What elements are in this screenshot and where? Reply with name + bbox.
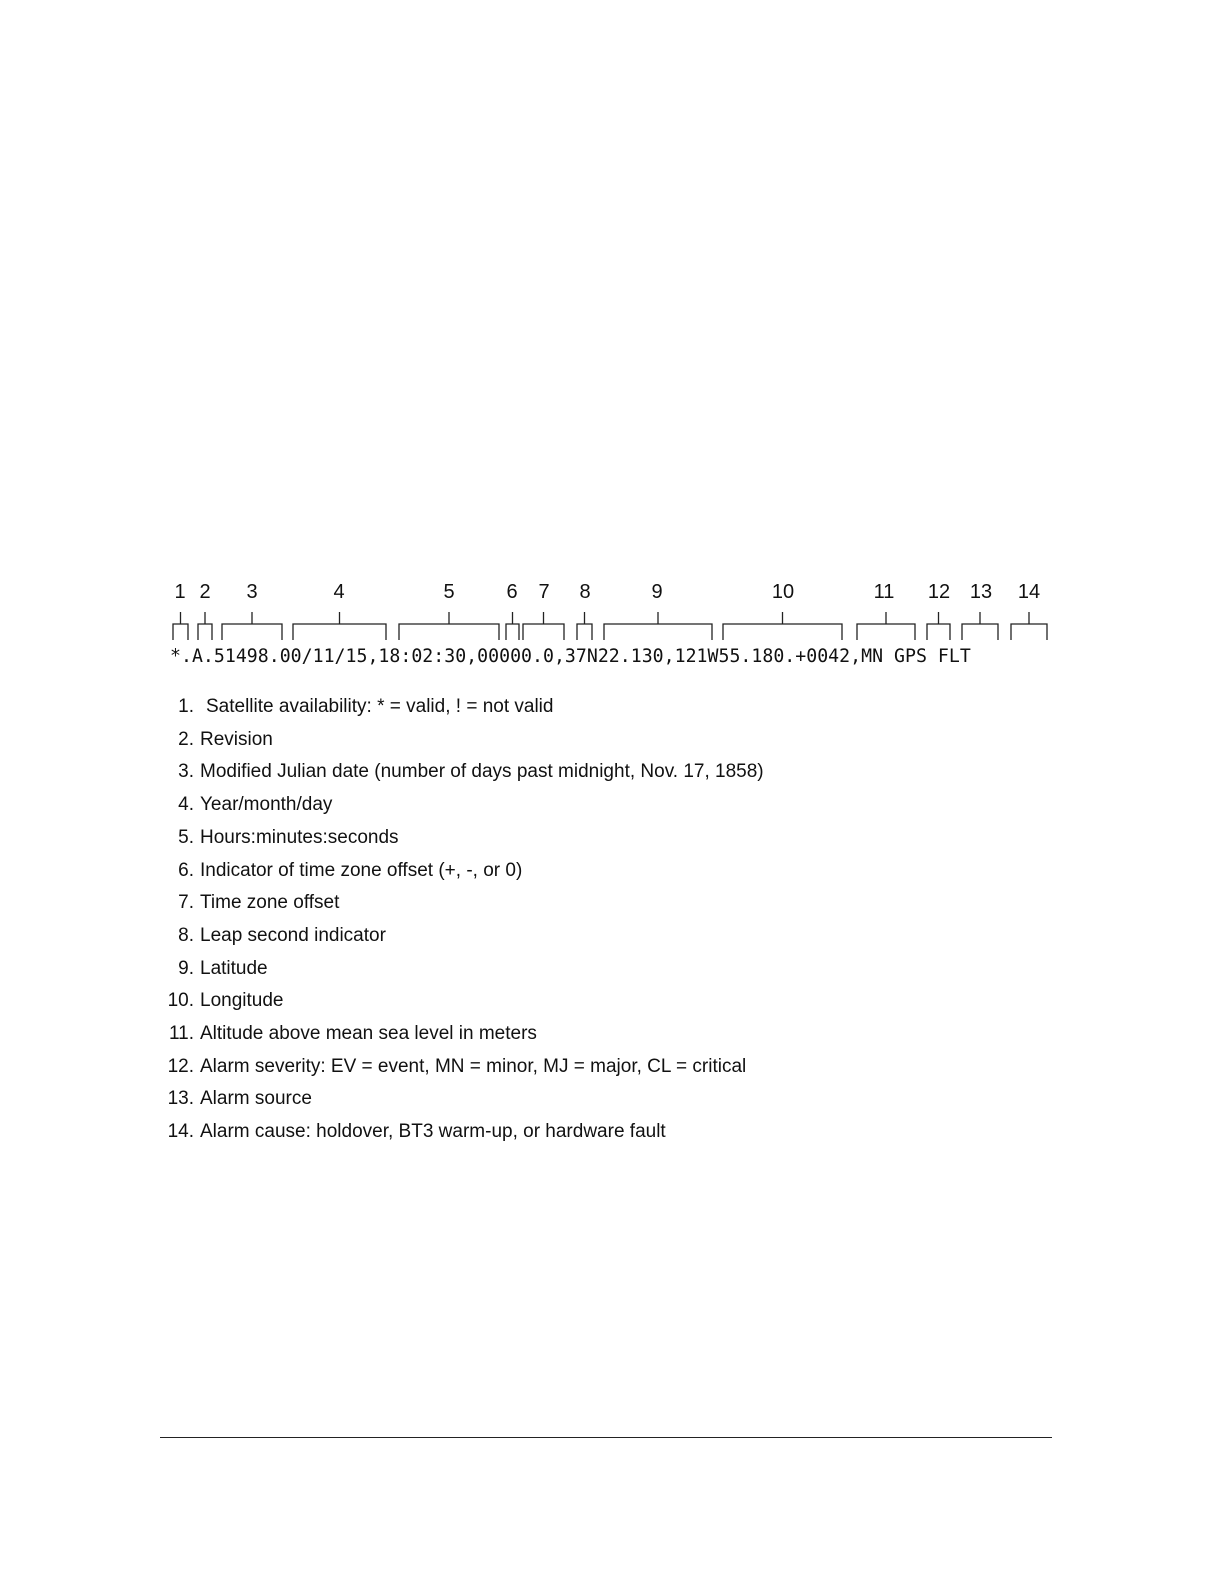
legend-item-1 — [164, 696, 553, 718]
legend-number: 7. — [178, 892, 194, 914]
legend-item-3 — [164, 761, 764, 783]
legend-text: Indicator of time zone offset (+, -, or 0) — [200, 859, 523, 881]
field-bracket-1 — [173, 612, 188, 640]
field-number-9: 9 — [651, 581, 663, 603]
legend-number: 3. — [178, 761, 194, 783]
legend-item-14 — [164, 1121, 666, 1143]
legend-item-7 — [164, 892, 339, 914]
field-number-7: 7 — [538, 581, 550, 603]
legend-number: 12. — [167, 1055, 194, 1077]
legend-text: Modified Julian date (number of days past midnight, Nov. 17, 1858) — [200, 761, 764, 783]
legend-text: Time zone offset — [200, 892, 340, 914]
field-number-8: 8 — [579, 581, 591, 603]
legend-text: Alarm severity: EV = event, MN = minor, MJ = major, CL = critical — [200, 1055, 747, 1077]
legend-number: 14. — [167, 1121, 194, 1143]
format-diagram — [0, 0, 1224, 700]
field-number-4: 4 — [333, 581, 345, 603]
field-bracket-5 — [399, 612, 499, 640]
legend-text: Year/month/day — [200, 794, 333, 816]
legend-text: Alarm source — [200, 1088, 312, 1110]
legend-item-4 — [164, 794, 332, 816]
field-number-14: 14 — [1017, 581, 1041, 603]
legend-number: 4. — [178, 794, 194, 816]
legend-number: 6. — [178, 859, 194, 881]
footer-rule — [160, 1437, 1052, 1438]
legend-number: 9. — [178, 957, 194, 979]
legend-number: 1. — [178, 696, 194, 717]
example-message: *.A.51498.00/11/15,18:02:30,00000.0,37N22.130,121W55.180.+0042,MN GPS FLT — [170, 646, 971, 667]
field-bracket-11 — [857, 612, 915, 640]
field-number-11: 11 — [873, 581, 895, 603]
legend-item-12 — [164, 1056, 746, 1078]
field-bracket-8 — [577, 612, 592, 640]
field-bracket-12 — [927, 612, 950, 640]
field-bracket-10 — [723, 612, 842, 640]
legend-number: 13. — [167, 1088, 194, 1110]
legend-item-5 — [164, 827, 399, 849]
field-number-5: 5 — [443, 581, 455, 603]
legend-text: Hours:minutes:seconds — [200, 826, 399, 848]
field-bracket-9 — [604, 612, 712, 640]
legend-number: 5. — [178, 826, 194, 848]
legend-item-13 — [164, 1088, 312, 1110]
field-number-10: 10 — [771, 581, 795, 603]
legend-number: 2. — [178, 728, 194, 750]
field-number-6: 6 — [506, 581, 518, 603]
legend-number: 11. — [168, 1023, 194, 1044]
legend-text: Latitude — [200, 957, 268, 979]
legend-item-9 — [164, 958, 268, 980]
field-number-1: 1 — [174, 581, 186, 603]
legend-item-8 — [164, 925, 386, 947]
field-bracket-13 — [962, 612, 998, 640]
field-bracket-7 — [523, 612, 564, 640]
legend-number: 8. — [178, 924, 194, 946]
legend-text: Alarm cause: holdover, BT3 warm-up, or hardware fault — [200, 1121, 666, 1143]
field-number-13: 13 — [969, 581, 993, 603]
legend-text: Leap second indicator — [200, 924, 386, 946]
field-bracket-14 — [1011, 612, 1047, 640]
field-bracket-3 — [222, 612, 282, 640]
legend-text: Altitude above mean sea level in meters — [200, 1023, 537, 1044]
field-bracket-2 — [198, 612, 212, 640]
legend-number: 10. — [167, 990, 194, 1012]
legend-item-2 — [164, 729, 273, 751]
field-number-2: 2 — [199, 581, 211, 603]
field-number-12: 12 — [927, 581, 951, 603]
field-bracket-4 — [293, 612, 386, 640]
legend-text: Satellite availability: * = valid, ! = not valid — [206, 696, 554, 717]
field-number-3: 3 — [246, 581, 258, 603]
field-bracket-6 — [506, 612, 519, 640]
legend-item-10 — [164, 990, 283, 1012]
legend-text: Longitude — [200, 990, 284, 1012]
legend-item-6 — [164, 860, 522, 882]
legend-item-11 — [164, 1023, 537, 1045]
legend-text: Revision — [200, 728, 273, 750]
